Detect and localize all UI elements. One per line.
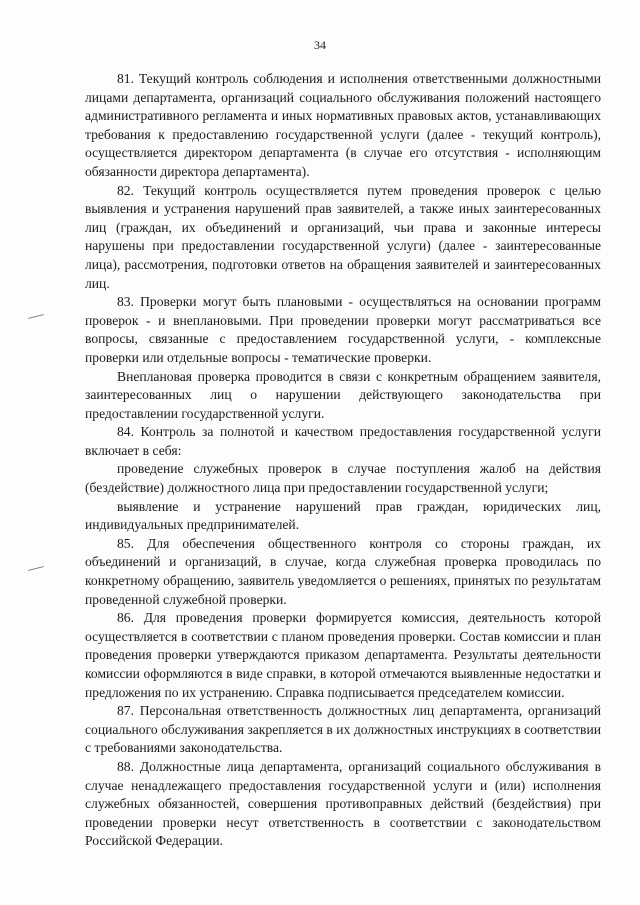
scan-mark — [28, 314, 44, 319]
scan-mark — [28, 566, 44, 571]
paragraph-84-item-2: выявление и устранение нарушений прав граждан, юридических лиц, индивидуальных предпринимателей. — [85, 498, 601, 533]
paragraph-87: 87. Персональная ответственность должностных лиц департамента, организаций социального обслуживания закрепляется в их должностных инструкциях в соответствии с требованиями законодательства. — [85, 703, 601, 756]
paragraph-81: 81. Текущий контроль соблюдения и исполнения ответственными должностными лицами департамента, организаций социального обслуживания положений настоящего административного регламента и иных нормативных правовых актов, устанавливающих требования к предоставлению государственной услуги (далее - текущий контроль), осуществляется директором департамента (в случае его отсутствия - исполняющим обязанности директора департамента). — [85, 71, 601, 179]
paragraph-85: 85. Для обеспечения общественного контроля со стороны граждан, их объединений и организаций, в случае, когда служебная проверка проводилась по конкретному обращению, заявитель уведомляется о решениях, принятых по результатам проведенной служебной проверки. — [85, 535, 601, 607]
page-number: 34 — [314, 38, 326, 52]
paragraph-84-item-1: проведение служебных проверок в случае поступления жалоб на действия (бездействие) должностного лица при предоставлении государственной услуги; — [85, 461, 601, 496]
paragraph-82: 82. Текущий контроль осуществляется путем проведения проверок с целью выявления и устранения нарушений прав заявителей, а также иных заинтересованных лиц (граждан, их объединений и организаций, чьи права и законные интересы нарушены при предоставлении государственной услуги) (далее - заинтересованные лица), рассмотрения, подготовки ответов на обращения заявителей и заинтересованных лиц. — [85, 182, 601, 291]
paragraph-86: 86. Для проведения проверки формируется комиссия, деятельность которой осуществляется в соответствии с планом проведения проверки. Состав комиссии и план проведения проверки утверждаются приказом департамента. Результаты деятельности комиссии оформляются в виде справки, в которой отмечаются выявленные недостатки и предложения по их устранению. Справка подписывается председателем комиссии. — [85, 610, 601, 700]
paragraph-84: 84. Контроль за полнотой и качеством предоставления государственной услуги включает в себя: — [85, 424, 601, 458]
document-body — [85, 70, 601, 851]
paragraph-88: 88. Должностные лица департамента, организаций социального обслуживания в случае ненадлежащего предоставления государственной услуги и (или) исполнения служебных обязанностей, совершения противоправных действий (бездействия) при проведении проверки несут ответственность в соответствии с законодательством Российской Федерации. — [85, 758, 601, 849]
paragraph-unscheduled-check: Внеплановая проверка проводится в связи с конкретным обращением заявителя, заинтересованных лиц о нарушении действующего законодательства при предоставлении государственной услуги. — [85, 368, 601, 421]
paragraph-83: 83. Проверки могут быть плановыми - осуществляться на основании программ проверок - и внеплановыми. При проведении проверки могут рассматриваться все вопросы, связанные с предоставлением государственной услуги, - комплексные проверки или отдельные вопросы - тематические проверки. — [85, 294, 601, 365]
